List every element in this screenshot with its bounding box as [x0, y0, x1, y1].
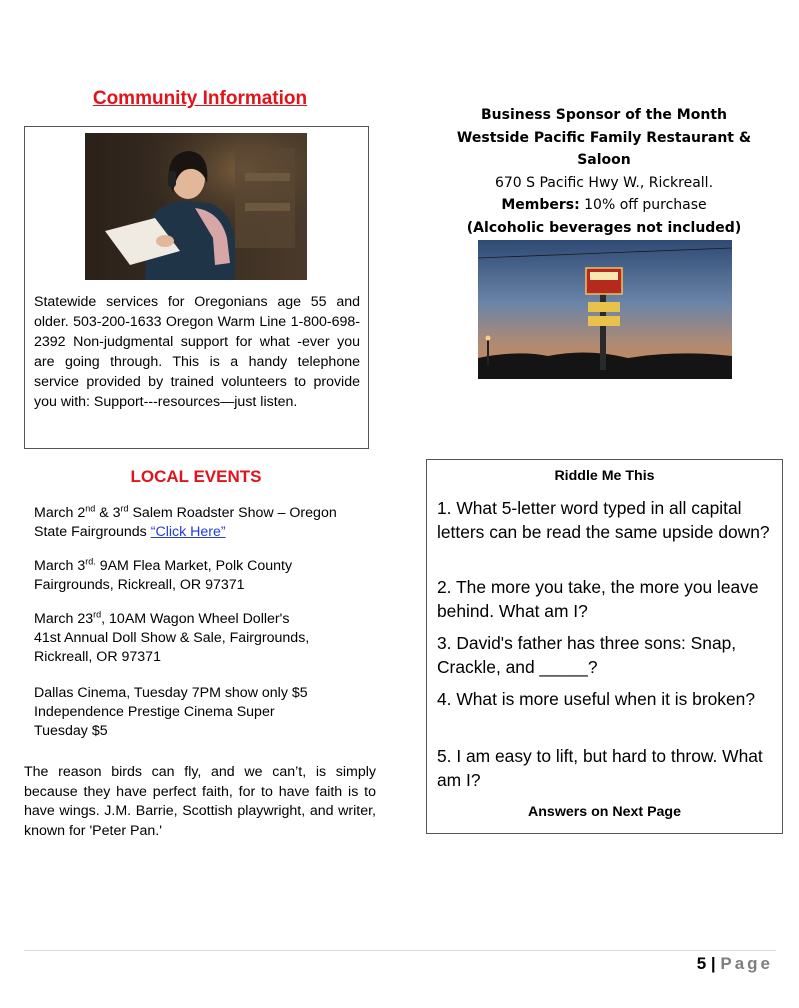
riddle-5: 5. I am easy to lift, but hard to throw. What am I?: [437, 746, 763, 790]
event-text: March 3: [34, 558, 86, 574]
page-label: Page: [720, 954, 773, 973]
ordinal: rd: [120, 503, 129, 514]
sponsor-block: [452, 104, 756, 239]
ordinal: rd: [93, 609, 102, 620]
click-here-link[interactable]: “Click Here”: [150, 524, 226, 540]
event-text: Dallas Cinema, Tuesday 7PM show only $5: [34, 685, 308, 701]
riddle-4: 4. What is more useful when it is broken?: [437, 689, 756, 709]
footer-separator: |: [706, 954, 721, 973]
event-text: Independence Prestige Cinema Super Tuesday $5: [34, 704, 275, 739]
sponsor-name: Westside Pacific Family Restaurant & Saloon: [456, 129, 752, 168]
riddle-1: 1. What 5-letter word typed in all capital letters can be read the same upside down?: [437, 498, 770, 542]
event-text: , 10AM Wagon Wheel Doller's: [101, 611, 290, 627]
community-title: Community Information: [92, 88, 308, 109]
event-text: March 23: [34, 611, 94, 627]
quote-text: The reason birds can fly, and we can’t, is simply because they have perfect faith, for to have faith is to have wings. J.M. Barrie, Scottish playwright, and writer, known for 'Peter Pan.': [24, 764, 376, 839]
riddle-2: 2. The more you take, the more you leave behind. What am I?: [437, 577, 759, 621]
riddle-answers-note: Answers on Next Page: [528, 804, 681, 820]
page-number: 5: [696, 954, 707, 973]
sponsor-heading: Business Sponsor of the Month: [481, 107, 727, 123]
event-text: & 3: [95, 505, 121, 521]
event-flea-market: [34, 557, 364, 595]
riddle-title: Riddle Me This: [554, 468, 655, 484]
footer-divider: [24, 950, 776, 951]
members-value: 10% off purchase: [579, 197, 707, 213]
riddle-3: 3. David's father has three sons: Snap, Crackle, and _____?: [437, 633, 737, 677]
page-footer: [560, 954, 773, 974]
restaurant-sign-photo: [478, 240, 732, 379]
event-text: March 2: [34, 505, 86, 521]
ordinal: rd.: [85, 556, 96, 567]
ordinal: nd: [85, 503, 96, 514]
community-text: Statewide services for Oregonians age 55 and older. 503-200-1633 Oregon Warm Line 1-800-698-2392 Non-judgmental support for what -ever you are going through. This is a handy telephone service provided by trained volunteers to provide you with: Support---resources—just listen.: [34, 294, 360, 410]
members-label: Members:: [501, 197, 580, 213]
sponsor-address: 670 S Pacific Hwy W., Rickreall.: [494, 174, 714, 191]
phone-woman-photo: [85, 133, 307, 280]
event-doll-show: [34, 610, 364, 667]
event-text: Salem Roadster Show – Oregon State Fairgrounds: [34, 505, 337, 540]
sponsor-note: (Alcoholic beverages not included): [466, 219, 742, 236]
events-title: LOCAL EVENTS: [130, 467, 262, 486]
event-cinema: [34, 684, 364, 741]
event-text: 41st Annual Doll Show & Sale, Fairgrounds, Rickreall, OR 97371: [34, 630, 310, 665]
event-text: 9AM Flea Market, Polk County Fairgrounds, Rickreall, OR 97371: [34, 558, 293, 593]
event-roadster-show: [34, 504, 364, 542]
sponsor-members: [452, 194, 756, 217]
